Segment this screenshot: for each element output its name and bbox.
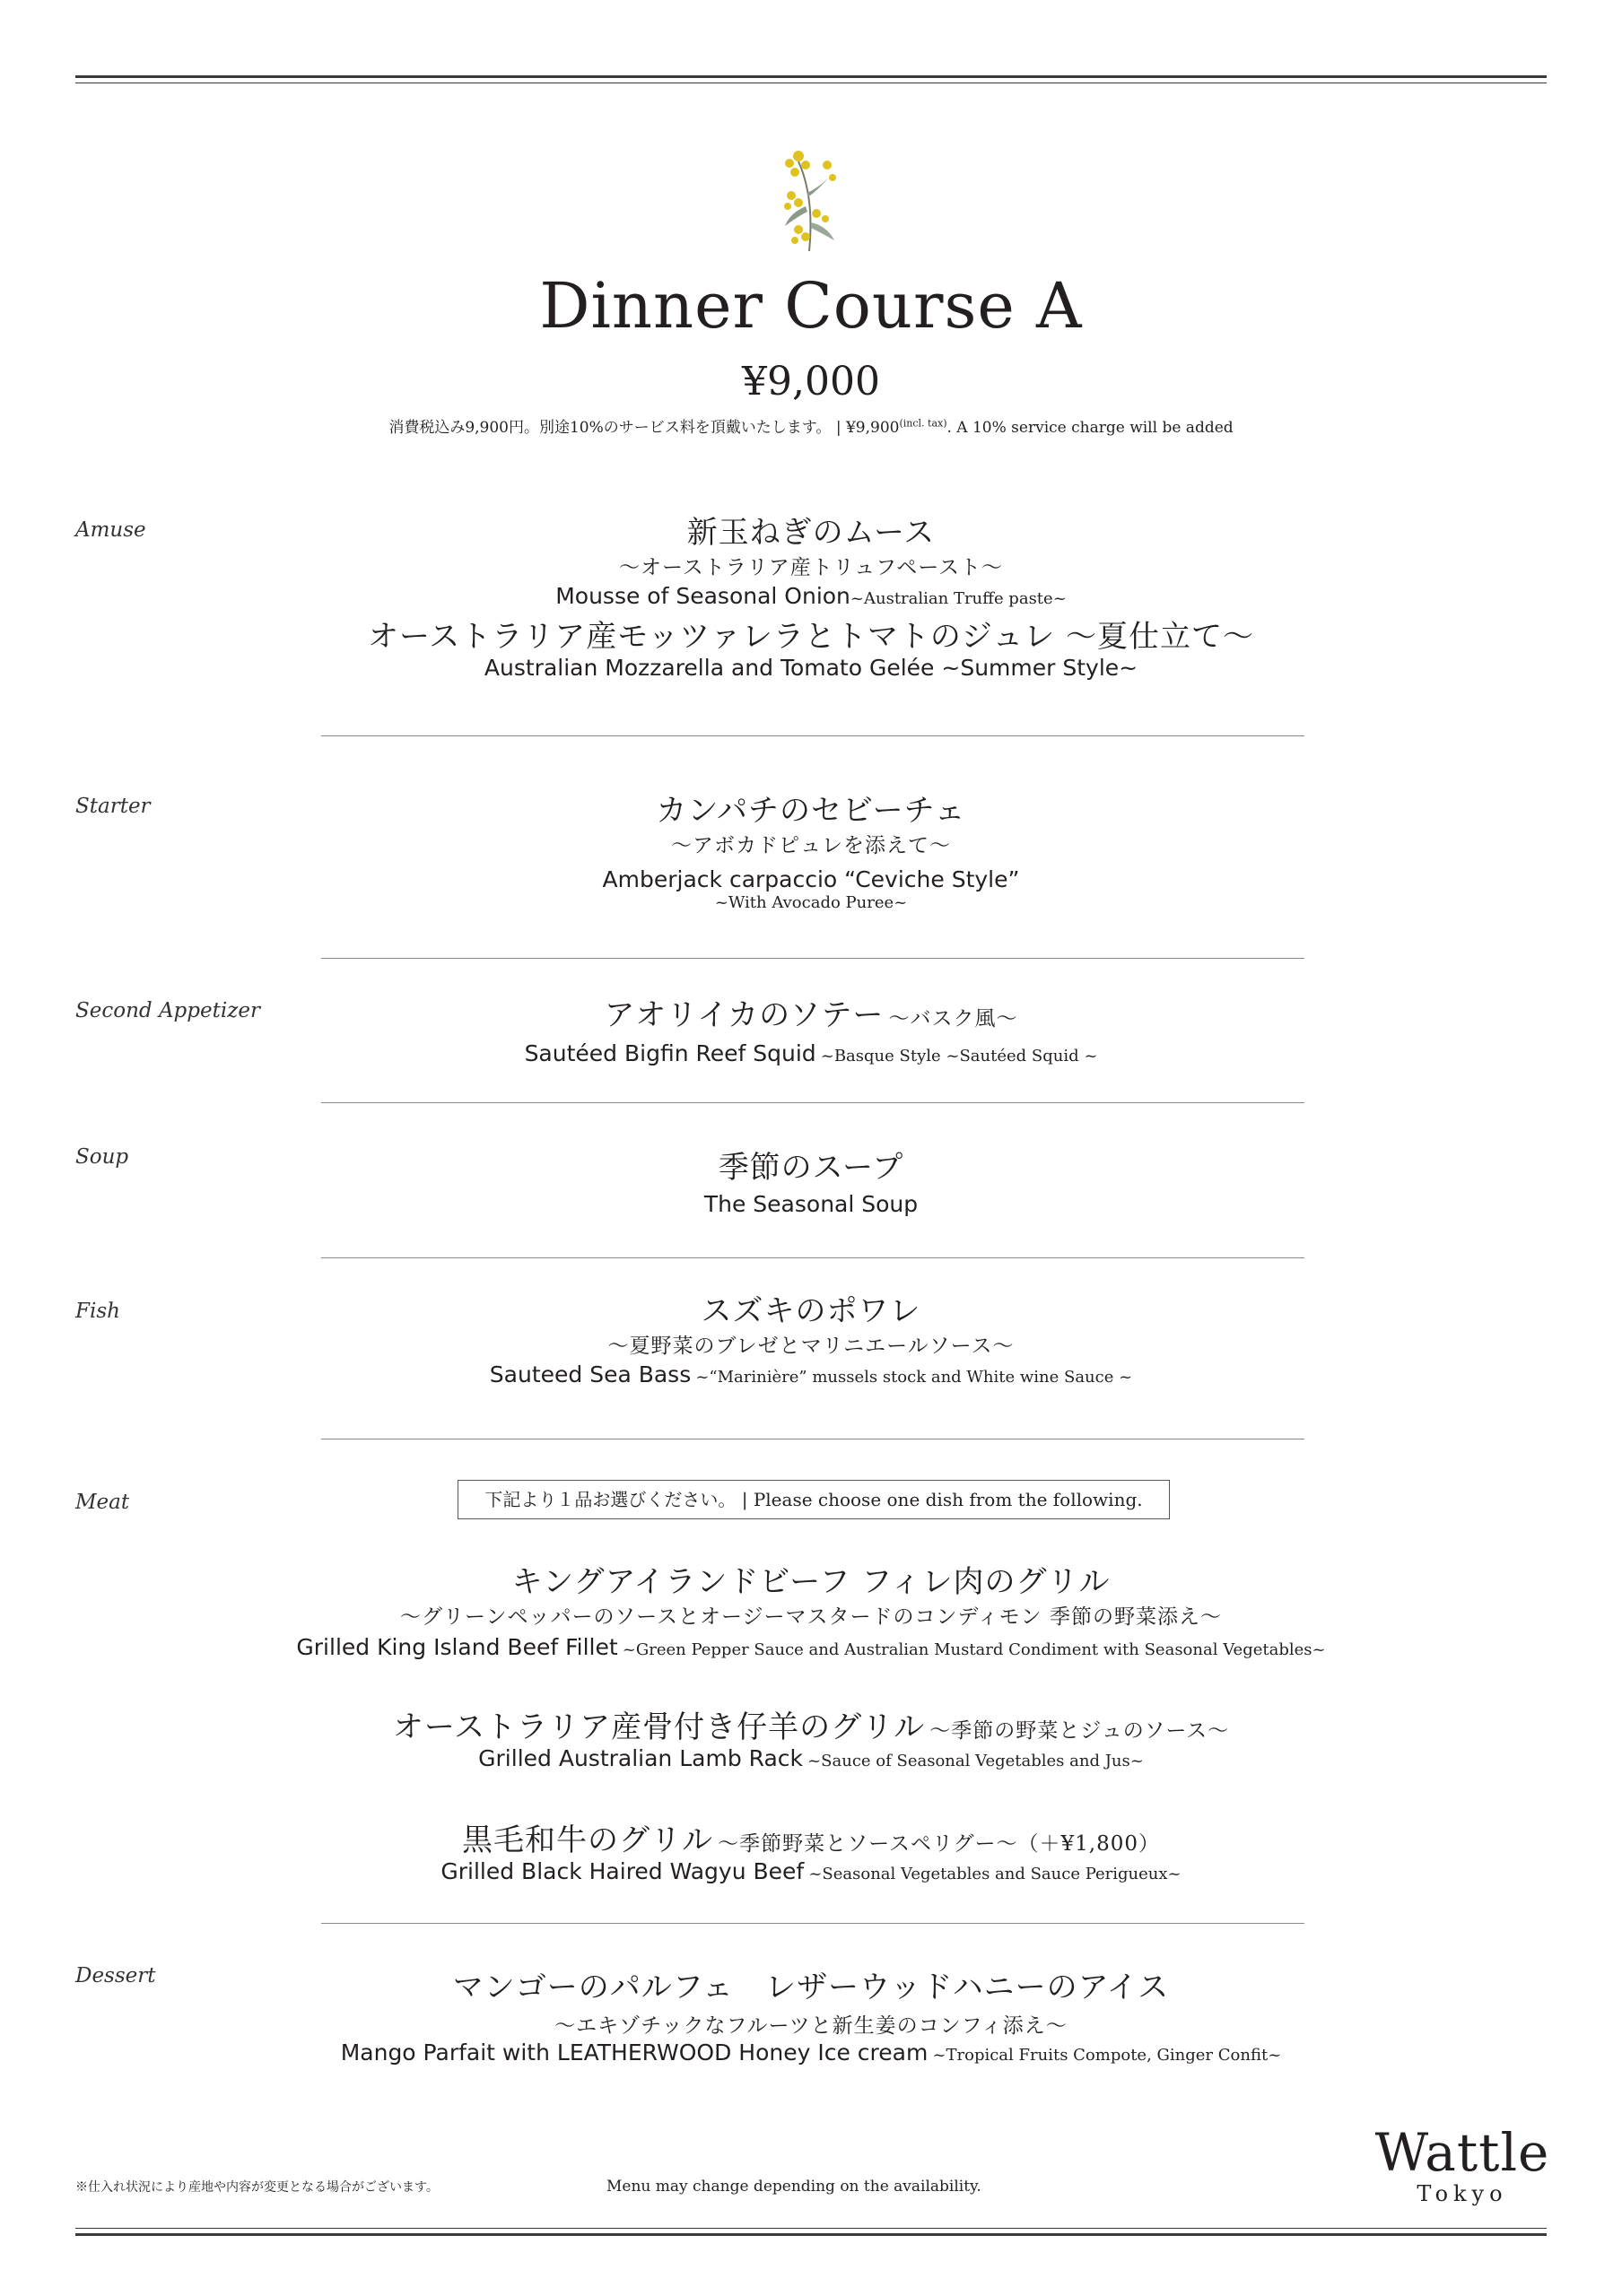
logo-wattle: Wattle — [1374, 2122, 1550, 2183]
tax-note-en-price: ¥9,900 — [845, 419, 900, 437]
amuse-item1-jp: 新玉ねぎのムース — [686, 515, 936, 551]
section-label-amuse: Amuse — [75, 518, 146, 542]
divider — [321, 735, 1304, 736]
meat-wagyu-en-line — [0, 1858, 1622, 1884]
footer-note-jp: ※仕入れ状況により産地や内容が変更となる場合がございます。 — [75, 2180, 439, 2195]
divider — [321, 1102, 1304, 1103]
meat-beef-en: Grilled King Island Beef Fillet — [296, 1634, 618, 1660]
second-jp: アオリイカのソテー — [604, 997, 885, 1033]
course-price: ¥9,000 — [742, 359, 880, 404]
fish-en-line — [0, 1361, 1622, 1387]
starter-jp: カンパチのセビーチェ — [656, 793, 966, 829]
meat-wagyu-jp-line — [0, 1815, 1622, 1859]
soup-en: The Seasonal Soup — [703, 1191, 919, 1217]
amuse-item1-en-line — [0, 583, 1622, 609]
divider — [321, 1257, 1304, 1258]
meat-beef-jp: キングアイランドビーフ フィレ肉のグリル — [511, 1564, 1111, 1600]
dessert-en: Mango Parfait with LEATHERWOOD Honey Ice cream — [340, 2039, 929, 2066]
divider — [321, 1923, 1304, 1924]
second-en: Sautéed Bigfin Reef Squid — [524, 1040, 816, 1066]
bottom-rule-1 — [75, 2228, 1547, 2229]
amuse-item2-en: Australian Mozzarella and Tomato Gelée ~Summer Style~ — [484, 655, 1138, 681]
second-en-sub: ~Basque Style ~Sautéed Squid ~ — [820, 1047, 1098, 1065]
meat-beef-en-line — [0, 1634, 1622, 1660]
starter-en: Amberjack carpaccio “Ceviche Style” — [602, 866, 1020, 892]
wattle-flower-icon — [772, 144, 852, 256]
meat-wagyu-jp-sub: ～季節野菜とソースペリグー～（＋¥1,800） — [718, 1832, 1160, 1856]
tax-note-jp: 消費税込み9,900円。別途10%のサービス料を頂戴いたします。 | — [388, 419, 846, 437]
meat-beef-en-sub: ~Green Pepper Sauce and Australian Mustard Condiment with Seasonal Vegetables~ — [622, 1640, 1326, 1659]
meat-beef-jp-sub: ～グリーンペッパーのソースとオージーマスタードのコンディモン 季節の野菜添え～ — [400, 1605, 1222, 1629]
meat-lamb-jp-line — [0, 1702, 1622, 1746]
dessert-en-sub: ~Tropical Fruits Compote, Ginger Confit~ — [932, 2046, 1282, 2065]
fish-jp: スズキのポワレ — [701, 1293, 921, 1329]
soup-jp: 季節のスープ — [718, 1150, 904, 1186]
meat-wagyu-en: Grilled Black Haired Wagyu Beef — [440, 1858, 805, 1884]
second-jp-sub: ～バスク風～ — [888, 1007, 1018, 1031]
fish-en: Sauteed Sea Bass — [489, 1361, 692, 1387]
meat-wagyu-en-sub: ~Seasonal Vegetables and Sauce Perigueux~ — [808, 1865, 1182, 1883]
meat-lamb-en: Grilled Australian Lamb Rack — [478, 1745, 803, 1771]
tax-note — [0, 414, 1622, 437]
amuse-item1-en: Mousse of Seasonal Onion — [555, 583, 850, 609]
meat-lamb-jp-sub: ～季節の野菜とジュのソース～ — [929, 1719, 1230, 1743]
amuse-item2-jp: オーストラリア産モッツァレラとトマトのジュレ ～夏仕立て～ — [367, 619, 1255, 655]
page-title: Dinner Course A — [539, 269, 1083, 343]
divider — [321, 958, 1304, 959]
bottom-rule-2 — [75, 2233, 1547, 2236]
meat-choose-box: 下記より１品お選びください。 | Please choose one dish from the following. — [458, 1480, 1170, 1519]
section-label-second-appetizer: Second Appetizer — [75, 999, 260, 1022]
amuse-item1-en-sub: ~Australian Truffe paste~ — [850, 589, 1067, 608]
fish-jp-sub: ～夏野菜のブレゼとマリニエールソース～ — [607, 1335, 1015, 1358]
starter-jp-sub: ～アボカドピュレを添えて～ — [671, 834, 951, 857]
tax-note-en-incl: (incl. tax) — [899, 417, 947, 430]
section-label-dessert: Dessert — [75, 1964, 156, 1987]
fish-en-sub: ~“Marinière” mussels stock and White wine Sauce ~ — [695, 1368, 1133, 1387]
dessert-jp-sub: ～エキゾチックなフルーツと新生姜のコンフィ添え～ — [554, 2014, 1068, 2038]
dessert-jp: マンゴーのパルフェ レザーウッドハニーのアイス — [452, 1970, 1170, 2005]
section-label-fish: Fish — [75, 1300, 120, 1323]
section-label-soup: Soup — [75, 1145, 129, 1169]
second-jp-line — [0, 990, 1622, 1034]
logo-tokyo: Tokyo — [1417, 2181, 1508, 2206]
top-rule-1 — [75, 75, 1547, 78]
dessert-en-line — [0, 2039, 1622, 2066]
meat-lamb-jp: オーストラリア産骨付き仔羊のグリル — [392, 1709, 926, 1745]
amuse-item1-jp-sub: ～オーストラリア産トリュフペースト～ — [618, 556, 1004, 579]
section-label-starter: Starter — [75, 795, 151, 818]
meat-lamb-en-line — [0, 1745, 1622, 1771]
meat-wagyu-jp: 黒毛和牛のグリル — [462, 1822, 714, 1858]
footer-note-en: Menu may change depending on the availability. — [606, 2178, 981, 2196]
second-en-line — [0, 1040, 1622, 1066]
tax-note-en-rest: . A 10% service charge will be added — [946, 419, 1234, 437]
section-label-meat: Meat — [75, 1491, 130, 1514]
meat-lamb-en-sub: ~Sauce of Seasonal Vegetables and Jus~ — [807, 1752, 1144, 1770]
starter-en-sub: ~With Avocado Puree~ — [714, 893, 908, 912]
